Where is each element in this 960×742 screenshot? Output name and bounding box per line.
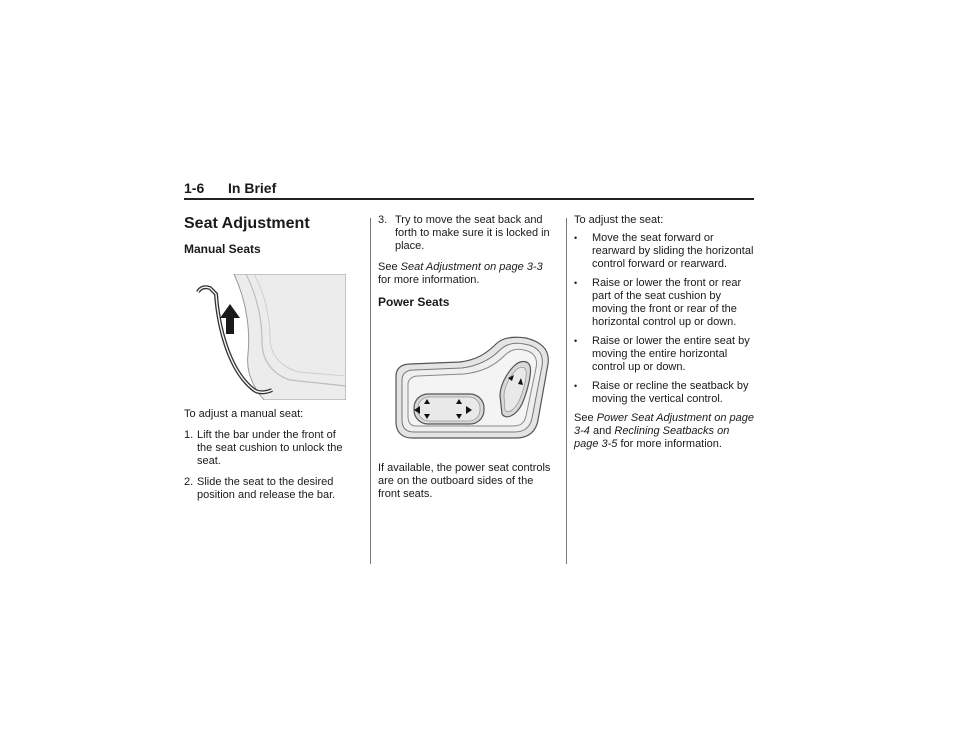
bullet-icon: • bbox=[574, 278, 578, 288]
bullet-icon: • bbox=[574, 233, 578, 243]
column-3 bbox=[574, 214, 756, 451]
manual-steps-continued bbox=[378, 214, 556, 253]
power-seat-caption: If available, the power seat controls are on the outboard sides of the front seats. bbox=[378, 462, 551, 500]
chapter-title: In Brief bbox=[228, 180, 277, 196]
section-title: Seat Adjustment bbox=[184, 215, 310, 232]
list-item bbox=[184, 476, 354, 502]
list-item bbox=[574, 335, 756, 374]
and-text: and bbox=[589, 425, 615, 437]
step-text: Slide the seat to the desired position and release the bar. bbox=[197, 476, 336, 501]
list-item bbox=[378, 214, 556, 253]
step-number: 2. bbox=[184, 476, 194, 488]
subheading-power-seats: Power Seats bbox=[378, 295, 450, 309]
seat-bar-drawing bbox=[194, 274, 346, 400]
page-header bbox=[184, 180, 754, 200]
manual-seat-illustration bbox=[194, 274, 346, 400]
manual-seat-intro: To adjust a manual seat: bbox=[184, 408, 304, 420]
list-item bbox=[574, 232, 756, 271]
step-number: 3. bbox=[378, 214, 388, 226]
seat-adjustment-link[interactable]: Seat Adjustment on page 3-3 bbox=[400, 261, 543, 273]
manual-steps-list bbox=[184, 429, 354, 502]
list-item bbox=[574, 277, 756, 329]
step-text: Try to move the seat back and forth to make sure it is locked in place. bbox=[395, 214, 550, 252]
power-seat-adjustment-link[interactable]: Power Seat Adjustment on page 3-4 bbox=[574, 412, 754, 437]
step-text: Lift the bar under the front of the seat cushion to unlock the seat. bbox=[197, 429, 343, 467]
bullet-icon: • bbox=[574, 381, 578, 391]
bullet-text: Raise or recline the seatback by moving the vertical control. bbox=[592, 380, 749, 405]
see-also-paragraph bbox=[378, 261, 556, 287]
adjust-intro: To adjust the seat: bbox=[574, 214, 664, 226]
adjust-bullets bbox=[574, 232, 756, 406]
see-suffix: for more information. bbox=[617, 438, 722, 450]
column-divider-1 bbox=[370, 218, 371, 564]
reclining-seatbacks-link[interactable]: Reclining Seatbacks on page 3-5 bbox=[574, 425, 730, 450]
see-prefix: See bbox=[378, 261, 401, 273]
bullet-icon: • bbox=[574, 336, 578, 346]
step-number: 1. bbox=[184, 429, 194, 441]
see-also-paragraph bbox=[574, 412, 756, 451]
list-item bbox=[184, 429, 354, 468]
see-prefix: See bbox=[574, 412, 597, 424]
bullet-text: Raise or lower the front or rear part of the seat cushion by moving the front or rear of the horizontal control up or down. bbox=[592, 277, 742, 328]
power-seat-controls-drawing bbox=[390, 334, 550, 440]
power-seat-illustration bbox=[390, 334, 550, 440]
column-divider-2 bbox=[566, 218, 567, 564]
list-item bbox=[574, 380, 756, 406]
page-number: 1-6 bbox=[184, 180, 205, 196]
bullet-text: Raise or lower the entire seat by moving the entire horizontal control up or down. bbox=[592, 335, 750, 373]
see-suffix: for more information. bbox=[378, 274, 480, 286]
subheading-manual-seats: Manual Seats bbox=[184, 242, 261, 256]
bullet-text: Move the seat forward or rearward by sliding the horizontal control forward or rearward. bbox=[592, 232, 754, 270]
